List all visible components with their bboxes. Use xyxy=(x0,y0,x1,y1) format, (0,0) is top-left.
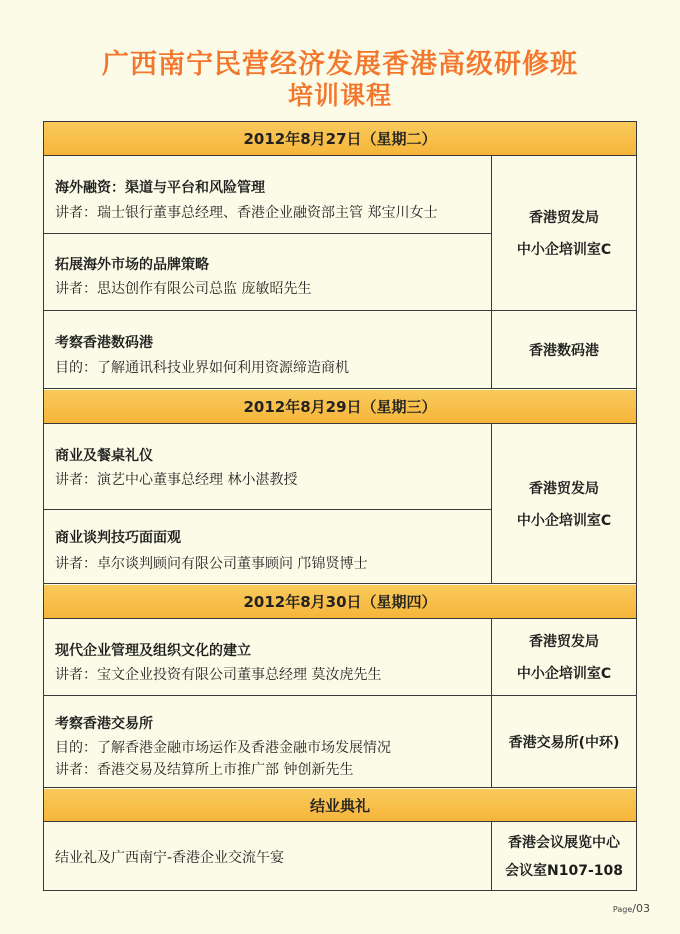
location-line: 中小企培训室C xyxy=(516,242,612,258)
session-detail: 目的：了解香港金融市场运作及香港金融市场发展情况 xyxy=(55,740,391,756)
session-cell xyxy=(44,696,491,788)
session-title: 商业谈判技巧面面观 xyxy=(55,530,181,546)
column-divider xyxy=(491,822,492,890)
session-title: 商业及餐桌礼仪 xyxy=(55,448,153,464)
location-line: 香港贸发局 xyxy=(529,634,599,650)
schedule-table xyxy=(43,121,637,891)
session-cell xyxy=(44,311,491,389)
column-divider xyxy=(491,424,492,584)
column-divider xyxy=(491,156,492,389)
location-cell xyxy=(492,156,636,311)
session-detail: 讲者：演艺中心董事总经理 林小湛教授 xyxy=(55,472,298,488)
page-number-value: /03 xyxy=(632,902,650,915)
session-detail: 讲者：思达创作有限公司总监 庞敏昭先生 xyxy=(55,281,312,297)
session-detail: 结业礼及广西南宁-香港企业交流午宴 xyxy=(55,850,285,866)
location-line: 中小企培训室C xyxy=(516,666,612,682)
session-detail: 讲者：宝文企业投资有限公司董事总经理 莫汝虎先生 xyxy=(55,667,382,683)
location-cell xyxy=(492,311,636,389)
session-title: 现代企业管理及组织文化的建立 xyxy=(55,643,251,659)
day-header-3: 2012年8月30日（星期四） xyxy=(44,585,636,619)
location-line: 香港数码港 xyxy=(529,342,599,359)
location-cell xyxy=(492,696,636,788)
location-line: 香港贸发局 xyxy=(529,480,599,497)
location-line: 香港贸发局 xyxy=(529,210,599,226)
session-cell xyxy=(44,510,491,584)
session-cell xyxy=(44,619,491,696)
session-detail: 讲者：瑞士银行董事总经理、香港企业融资部主管 郑宝川女士 xyxy=(55,205,438,221)
session-cell xyxy=(44,424,491,510)
session-cell xyxy=(44,156,491,234)
location-cell xyxy=(492,424,636,584)
session-cell xyxy=(44,822,491,890)
location-line: 香港交易所(中环) xyxy=(508,734,620,751)
session-detail: 讲者：卓尔谈判顾问有限公司董事顾问 邝锦贤博士 xyxy=(55,556,368,572)
day-header-1: 2012年8月27日（星期二） xyxy=(44,122,636,156)
day-header-2: 2012年8月29日（星期三） xyxy=(44,390,636,424)
session-title: 海外融资：渠道与平台和风险管理 xyxy=(55,180,265,196)
location-cell xyxy=(492,619,636,696)
location-line: 中小企培训室C xyxy=(516,512,612,529)
session-detail: 目的：了解通讯科技业界如何利用资源缔造商机 xyxy=(55,360,349,376)
page-number xyxy=(613,902,650,915)
location-cell xyxy=(492,822,636,890)
session-title: 拓展海外市场的品牌策略 xyxy=(55,257,209,273)
page-subtitle: 培训课程 xyxy=(287,81,392,110)
session-detail: 讲者：香港交易及结算所上市推广部 钟创新先生 xyxy=(55,762,354,778)
page-label: Page xyxy=(612,905,633,914)
location-line: 香港会议展览中心 xyxy=(508,835,620,851)
session-cell xyxy=(44,234,491,311)
session-title: 考察香港数码港 xyxy=(55,335,153,351)
page-title: 广西南宁民营经济发展香港高级研修班 xyxy=(102,49,578,80)
column-divider xyxy=(491,619,492,788)
closing-header: 结业典礼 xyxy=(44,789,636,822)
location-line: 会议室N107-108 xyxy=(505,863,623,879)
session-title: 考察香港交易所 xyxy=(55,716,153,732)
